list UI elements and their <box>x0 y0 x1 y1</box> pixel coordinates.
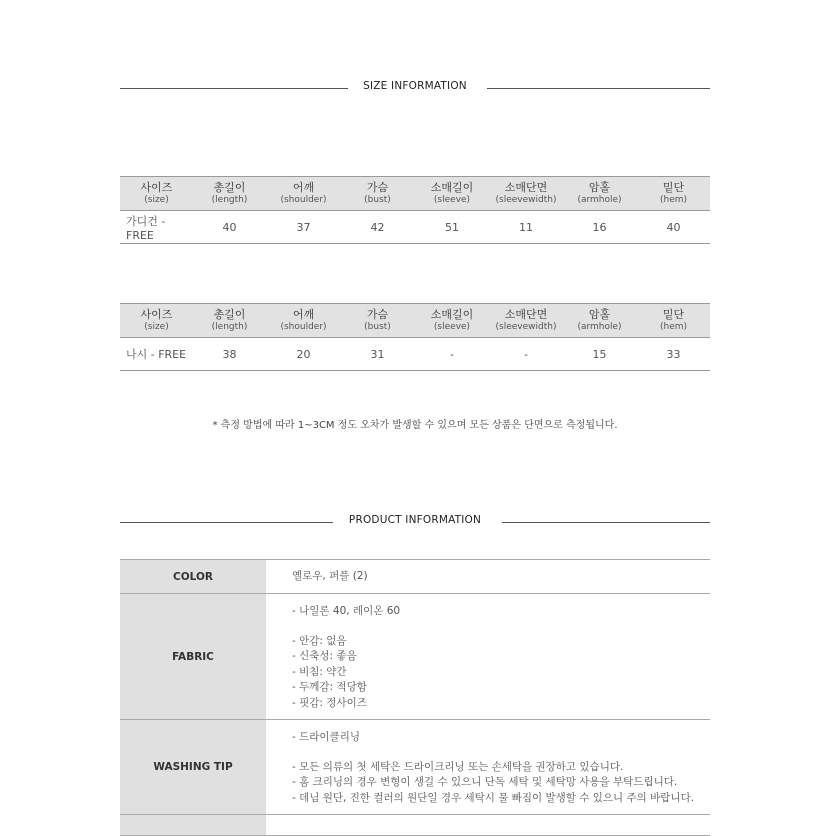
fabric-detail: - 두께감: 적당함 <box>292 681 367 693</box>
size-table-cardigan <box>120 176 710 244</box>
col-shoulder: 어깨 (shoulder) <box>266 304 341 338</box>
col-length: 총길이 (length) <box>193 304 266 338</box>
product-row-washing <box>120 720 710 815</box>
washing-label: WASHING TIP <box>120 720 266 815</box>
cell-sleeve: 51 <box>414 211 490 244</box>
section-title: PRODUCT INFORMATION <box>348 514 482 526</box>
col-sleeve: 소매길이 (sleeve) <box>414 304 490 338</box>
cell-size: 가디건 - FREE <box>120 211 193 244</box>
fabric-detail: - 비침: 약간 <box>292 665 347 678</box>
col-shoulder: 어깨 (shoulder) <box>266 177 341 211</box>
size-table-sleeveless <box>120 303 710 371</box>
col-hem: 밑단 (hem) <box>637 177 710 211</box>
divider-line <box>487 88 710 89</box>
cell-shoulder: 20 <box>266 338 341 371</box>
product-row-color <box>120 560 710 594</box>
cell-length: 40 <box>193 211 266 244</box>
cell-hem: 40 <box>637 211 710 244</box>
fabric-label: FABRIC <box>120 594 266 720</box>
color-value <box>266 560 710 594</box>
cell-sleeve: - <box>414 338 490 371</box>
product-information-heading <box>120 512 710 532</box>
col-sleevewidth: 소매단면 (sleevewidth) <box>490 304 562 338</box>
measurement-note: * 측정 방법에 따라 1~3CM 정도 오차가 발생할 수 있으며 모든 상품은 단면으로 측정됩니다. <box>212 420 618 431</box>
product-row-next <box>120 815 710 836</box>
col-length: 총길이 (length) <box>193 177 266 211</box>
cell-size: 나시 - FREE <box>120 338 193 371</box>
cell-sleevewidth: - <box>490 338 562 371</box>
fabric-detail: - 신축성: 좋음 <box>292 650 357 662</box>
washing-detail: - 모든 의류의 첫 세탁은 드라이크리닝 또는 손세탁을 권장하고 있습니다. <box>292 760 624 773</box>
cell-sleevewidth: 11 <box>490 211 562 244</box>
washing-method: - 드라이클리닝 <box>292 731 360 743</box>
col-sleeve: 소매길이 (sleeve) <box>414 177 490 211</box>
washing-value <box>266 720 710 815</box>
next-row-label <box>120 815 266 836</box>
cell-armhole: 16 <box>562 211 637 244</box>
col-sleevewidth: 소매단면 (sleevewidth) <box>490 177 562 211</box>
next-row-value <box>266 815 710 836</box>
cell-bust: 42 <box>341 211 414 244</box>
fabric-composition: - 나일론 40, 레이온 60 <box>292 605 401 617</box>
product-row-fabric <box>120 594 710 720</box>
table-row <box>120 338 710 371</box>
divider-line <box>502 522 710 523</box>
col-size: 사이즈 (size) <box>120 304 193 338</box>
color-text: 옐로우, 퍼플 (2) <box>292 570 368 582</box>
col-bust: 가슴 (bust) <box>341 304 414 338</box>
cell-hem: 33 <box>637 338 710 371</box>
fabric-detail: - 핏감: 정사이즈 <box>292 696 367 709</box>
product-info-table <box>120 559 710 836</box>
section-title: SIZE INFORMATION <box>363 80 467 92</box>
color-label: COLOR <box>120 560 266 594</box>
col-armhole: 암홀 (armhole) <box>562 177 637 211</box>
table-row <box>120 211 710 244</box>
table-header-row <box>120 304 710 338</box>
cell-length: 38 <box>193 338 266 371</box>
table-header-row <box>120 177 710 211</box>
cell-shoulder: 37 <box>266 211 341 244</box>
cell-armhole: 15 <box>562 338 637 371</box>
col-armhole: 암홀 (armhole) <box>562 304 637 338</box>
washing-detail: - 데님 원단, 진한 컬러의 원단일 경우 세탁시 물 빠짐이 발생할 수 있으니 주의 바랍니다. <box>292 791 695 804</box>
cell-bust: 31 <box>341 338 414 371</box>
col-hem: 밑단 (hem) <box>637 304 710 338</box>
fabric-detail: - 안감: 없음 <box>292 634 347 647</box>
col-size: 사이즈 (size) <box>120 177 193 211</box>
size-information-heading <box>120 78 710 98</box>
col-bust: 가슴 (bust) <box>341 177 414 211</box>
washing-detail: - 홈 크리닝의 경우 변형이 생길 수 있으니 단독 세탁 및 세탁망 사용을 부탁드립니다. <box>292 776 678 788</box>
fabric-value <box>266 594 710 720</box>
